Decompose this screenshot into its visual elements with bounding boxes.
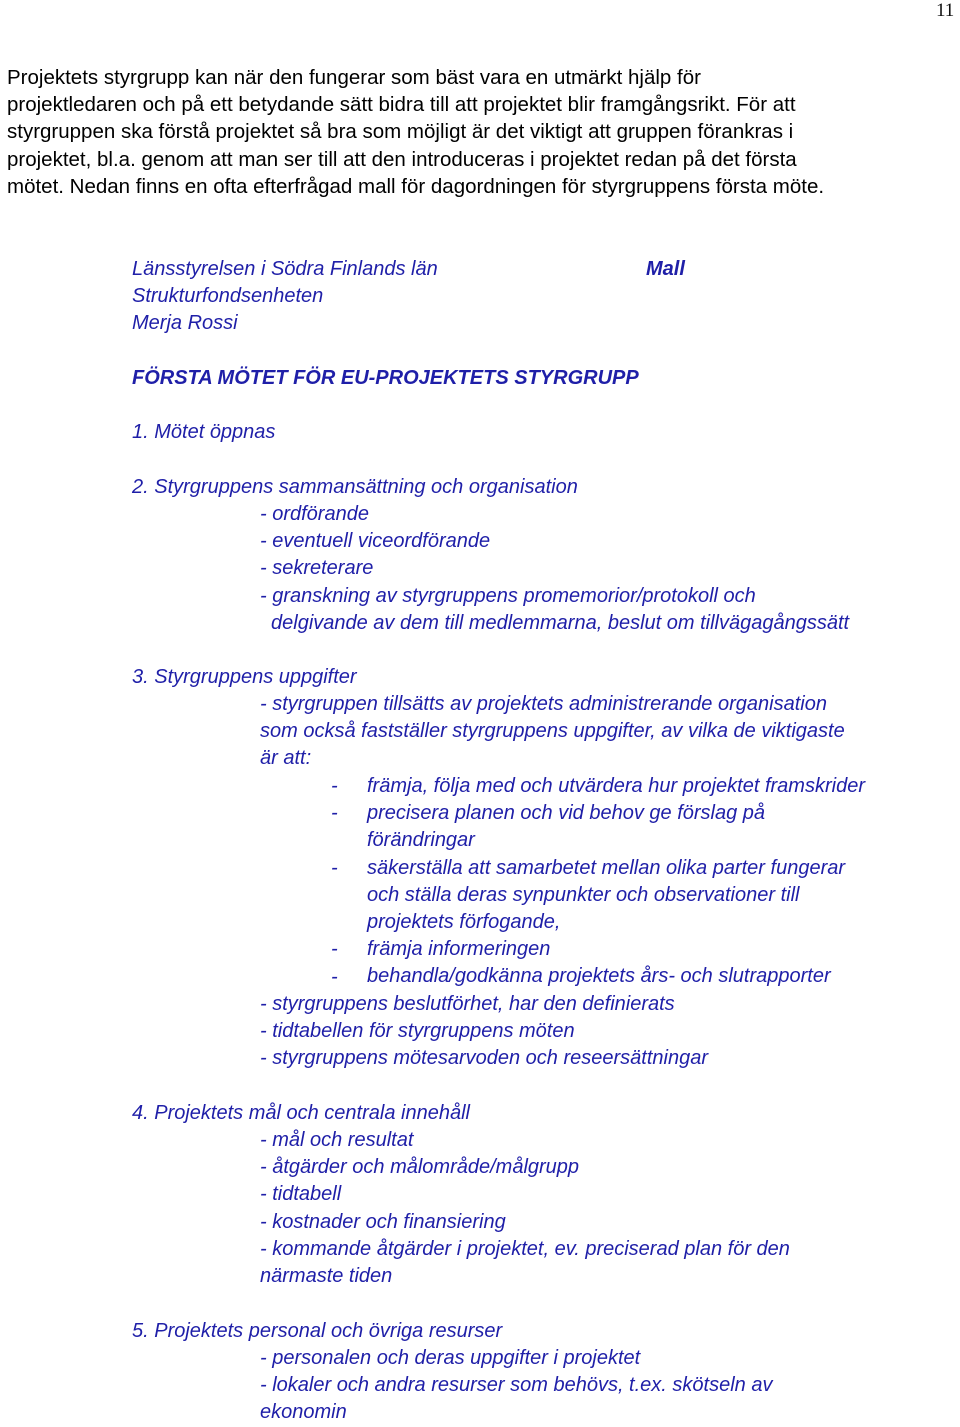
list-item: som också fastställer styrgruppens uppgifter, av vilka de viktigaste <box>260 720 845 743</box>
list-item: - personalen och deras uppgifter i projektet <box>260 1347 641 1369</box>
intro-line: mötet. Nedan finns en ofta efterfrågad mall för dagordningen för styrgruppens första möte. <box>7 174 825 198</box>
list-item: - granskning av styrgruppens promemorior/protokoll och <box>260 584 756 607</box>
dash-marker: - <box>331 938 338 960</box>
list-item: - åtgärder och målområde/målgrupp <box>260 1156 580 1179</box>
intro-line: styrgruppen ska förstå projektet så bra som möjligt är det viktigt att gruppen förankras i <box>7 120 794 144</box>
intro-paragraph <box>7 64 957 200</box>
dash-marker: - <box>331 802 338 824</box>
org-unit: Strukturfondsenheten <box>132 285 324 308</box>
page-number: 11 <box>936 0 955 21</box>
list-item: - tidtabell <box>260 1183 342 1206</box>
sub-list-item: precisera planen och vid behov ge förslag på <box>367 802 766 825</box>
agenda-item-2-title: 2. Styrgruppens sammansättning och organisation <box>132 476 578 498</box>
sub-list-item: förändringar <box>367 829 475 852</box>
sub-list-item: främja, följa med och utvärdera hur projektet framskrider <box>367 775 865 797</box>
sub-list-item: behandla/godkänna projektets års- och slutrapporter <box>367 965 831 988</box>
list-item: - eventuell viceordförande <box>260 530 491 553</box>
template-label: Mall <box>646 258 685 280</box>
agenda-item-2-list <box>260 501 756 610</box>
list-item: - styrgruppens mötesarvoden och reseersättningar <box>260 1047 709 1070</box>
list-item: - sekreterare <box>260 557 374 580</box>
list-item: närmaste tiden <box>260 1264 393 1287</box>
list-item: - styrgruppen tillsätts av projektets administrerande organisation <box>260 693 827 715</box>
doc-title: FÖRSTA MÖTET FÖR EU-PROJEKTETS STYRGRUPP <box>132 367 639 389</box>
dash-marker: - <box>331 775 338 797</box>
agenda-item-5-title: 5. Projektets personal och övriga resurser <box>132 1320 503 1342</box>
agenda-item-4-title: 4. Projektets mål och centrala innehåll <box>132 1102 470 1124</box>
agenda-item-3-title: 3. Styrgruppens uppgifter <box>132 666 357 688</box>
sub-list-item: projektets förfogande, <box>367 910 561 933</box>
list-item: - ordförande <box>260 503 369 525</box>
dash-marker: - <box>331 857 338 879</box>
intro-line: Projektets styrgrupp kan när den fungerar som bäst vara en utmärkt hjälp för <box>7 66 701 89</box>
list-item: - mål och resultat <box>260 1129 414 1151</box>
agenda-item-1: 1. Mötet öppnas <box>132 421 276 443</box>
intro-line: projektet, bl.a. genom att man ser till att den introduceras i projektet redan på det första <box>7 147 797 171</box>
intro-line: projektledaren och på ett betydande sätt bidra till att projektet blir framgångsrikt. För att <box>7 93 796 117</box>
agenda-item-4-list <box>260 1127 790 1290</box>
list-item: - tidtabellen för styrgruppens möten <box>260 1020 575 1043</box>
list-item: ekonomin <box>260 1401 347 1424</box>
list-item: - lokaler och andra resurser som behövs, t.ex. skötseln av <box>260 1374 773 1397</box>
list-item: - kostnader och finansiering <box>260 1210 506 1233</box>
org-header <box>132 256 438 338</box>
dash-marker: - <box>331 966 338 988</box>
agenda-item-5-list <box>260 1345 772 1427</box>
list-item-continuation: delgivande av dem till medlemmarna, beslut om tillvägagångssätt <box>271 612 850 634</box>
org-author: Merja Rossi <box>132 312 238 335</box>
list-item: är att: <box>260 747 312 770</box>
org-name: Länsstyrelsen i Södra Finlands län <box>132 258 438 280</box>
agenda-item-3-after <box>260 991 708 1073</box>
agenda-item-3-sublist <box>367 773 865 991</box>
sub-list-item: och ställa deras synpunkter och observationer till <box>367 883 800 906</box>
list-item: - styrgruppens beslutförhet, har den definierats <box>260 993 675 1015</box>
sub-list-item: främja informeringen <box>367 938 551 961</box>
sub-list-item: säkerställa att samarbetet mellan olika parter fungerar <box>367 856 846 879</box>
list-item: - kommande åtgärder i projektet, ev. preciserad plan för den <box>260 1237 790 1260</box>
agenda-item-3-intro <box>260 691 845 773</box>
